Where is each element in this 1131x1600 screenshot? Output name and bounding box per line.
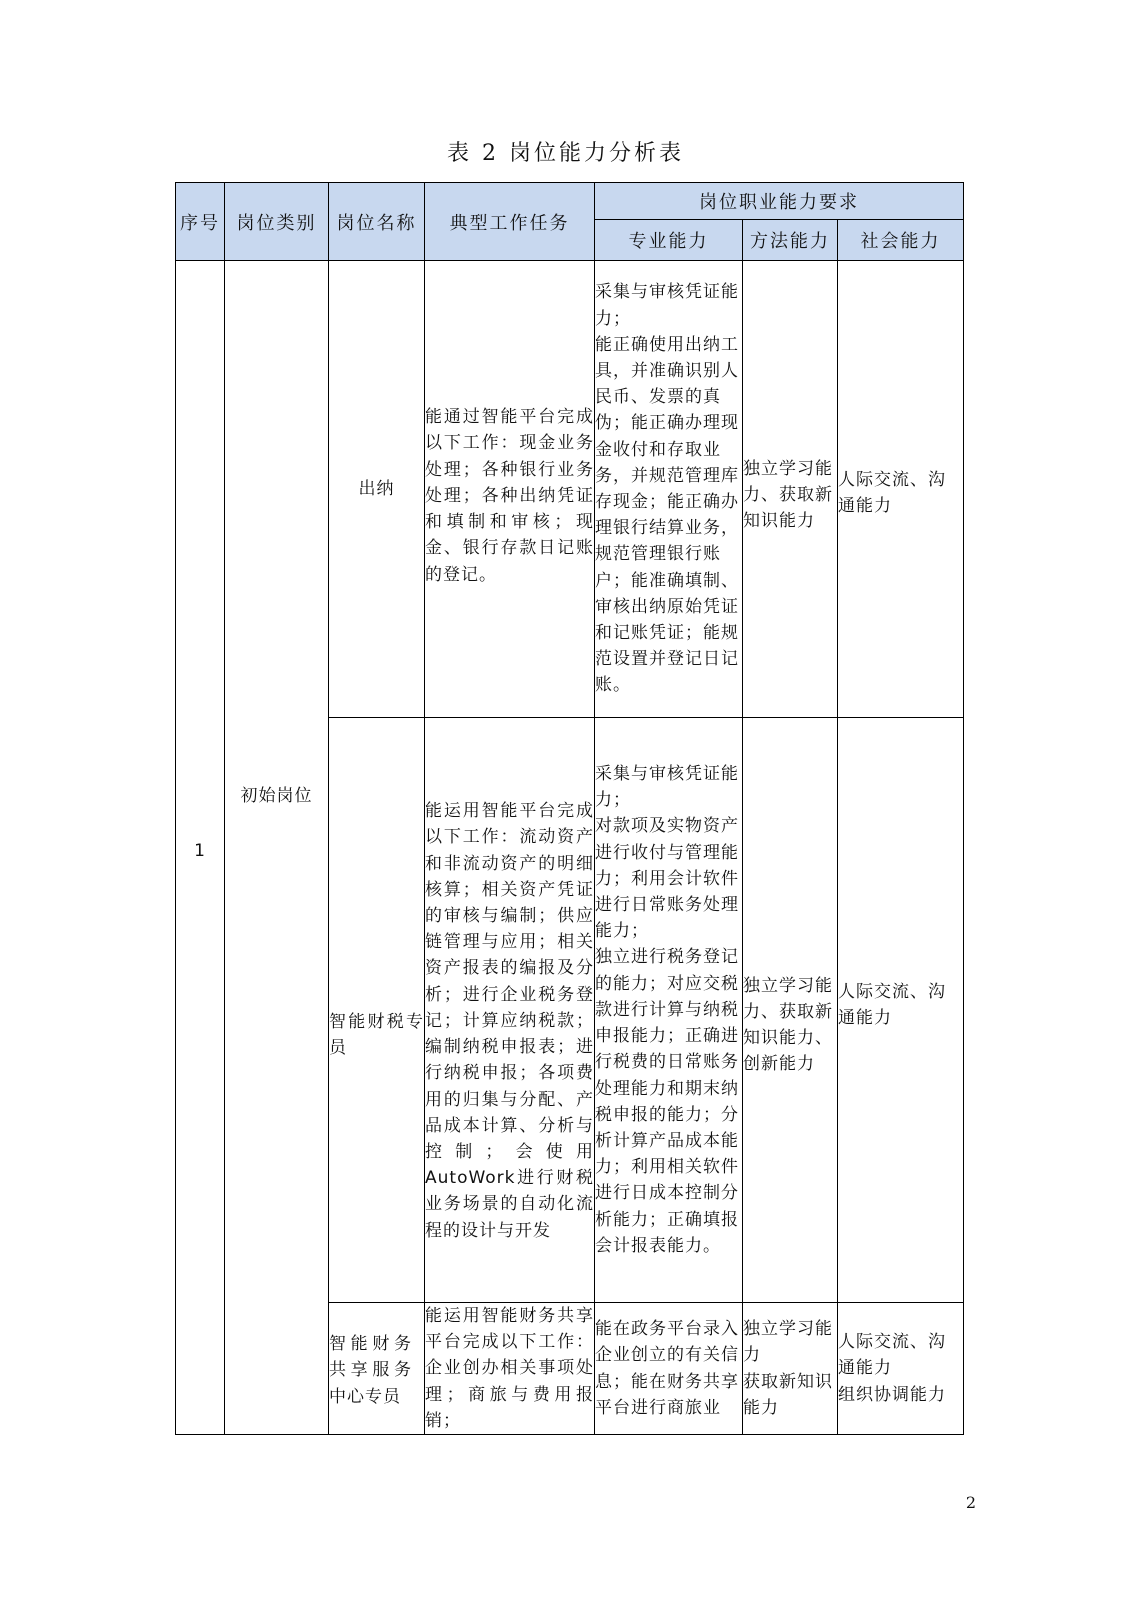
header-name: 岗位名称 xyxy=(329,183,425,261)
job-name-cell: 出纳 xyxy=(329,261,425,718)
header-professional: 专业能力 xyxy=(595,220,743,261)
header-social: 社会能力 xyxy=(838,220,964,261)
table-row xyxy=(176,261,964,718)
header-seq: 序号 xyxy=(176,183,225,261)
professional-cell: 采集与审核凭证能力； 能正确使用出纳工具，并准确识别人民币、发票的真伪；能正确办理现金收付和存取业务，并规范管理库存现金；能正确办理银行结算业务，规范管理银行账户；能准确填制、审核出纳原始凭证和记账凭证；能规范设置并登记日记账。 xyxy=(595,261,743,718)
method-cell: 独立学习能力、获取新知识能力 xyxy=(743,261,838,718)
header-row-1 xyxy=(176,183,964,220)
professional-cell: 能在政务平台录入企业创立的有关信息；能在财务共享平台进行商旅业 xyxy=(595,1303,743,1435)
job-ability-table xyxy=(175,182,964,1435)
tasks-cell: 能运用智能平台完成以下工作：流动资产和非流动资产的明细核算；相关资产凭证的审核与编制；供应链管理与应用；相关资产报表的编报及分析；进行企业税务登记；计算应纳税款；编制纳税申报表；进行纳税申报；各项费用的归集与分配、产品成本计算、分析与控制；会使用AutoWork进行财税业务场景的自动化流程的设计与开发 xyxy=(425,718,595,1303)
header-requirements: 岗位职业能力要求 xyxy=(595,183,964,220)
header-method: 方法能力 xyxy=(743,220,838,261)
job-name-cell: 智能财税专员 xyxy=(329,718,425,1303)
category-cell: 初始岗位 xyxy=(225,261,329,1435)
header-category: 岗位类别 xyxy=(225,183,329,261)
method-cell: 独立学习能力 获取新知识能力 xyxy=(743,1303,838,1435)
seq-cell: 1 xyxy=(176,261,225,1435)
professional-cell: 采集与审核凭证能力； 对款项及实物资产进行收付与管理能力；利用会计软件进行日常账务处理能力； 独立进行税务登记的能力；对应交税款进行计算与纳税申报能力；正确进行税费的日常账务处理能力和期末纳税申报的能力；分析计算产品成本能力；利用相关软件进行日成本控制分析能力；正确填报会计报表能力。 xyxy=(595,718,743,1303)
social-cell: 人际交流、沟通能力 xyxy=(838,718,964,1303)
method-cell: 独立学习能力、获取新知识能力、 创新能力 xyxy=(743,718,838,1303)
tasks-cell: 能运用智能财务共享平台完成以下工作：企业创办相关事项处理；商旅与费用报销； xyxy=(425,1303,595,1435)
table-title: 表 2 岗位能力分析表 xyxy=(447,141,684,166)
header-tasks: 典型工作任务 xyxy=(425,183,595,261)
social-cell: 人际交流、沟通能力 xyxy=(838,261,964,718)
page-number: 2 xyxy=(965,1493,976,1512)
tasks-cell: 能通过智能平台完成以下工作：现金业务处理；各种银行业务处理；各种出纳凭证和填制和审核；现金、银行存款日记账的登记。 xyxy=(425,261,595,718)
job-name-cell: 智能财务共享服务中心专员 xyxy=(329,1303,425,1435)
social-cell: 人际交流、沟通能力 组织协调能力 xyxy=(838,1303,964,1435)
